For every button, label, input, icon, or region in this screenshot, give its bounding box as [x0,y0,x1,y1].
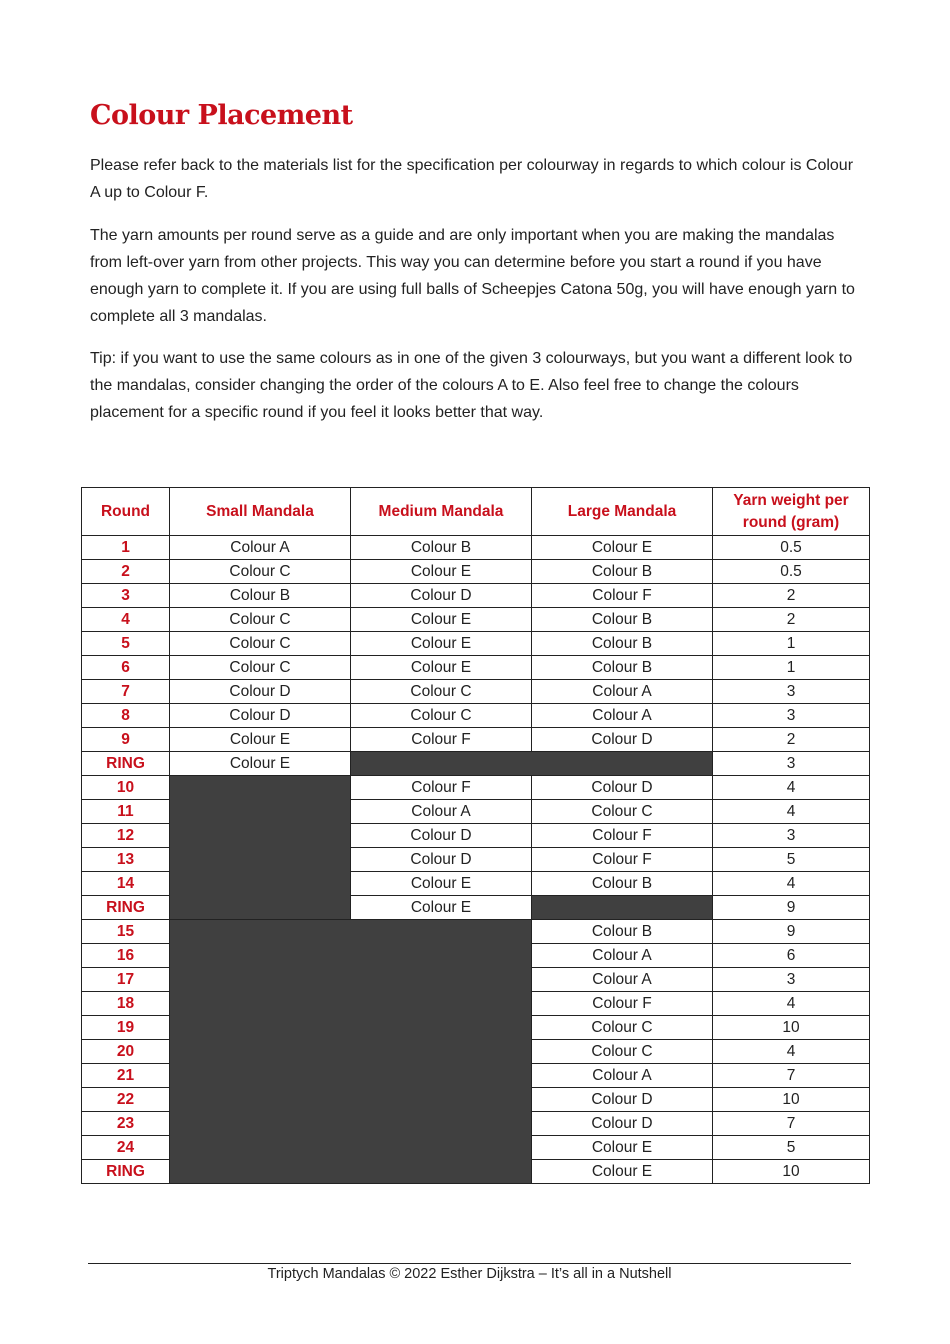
cell-yarn-weight: 5 [713,1136,870,1160]
cell-large: Colour B [532,920,713,944]
cell-small: Colour B [170,584,351,608]
cell-round: 21 [82,1064,170,1088]
cell-round: 15 [82,920,170,944]
cell-medium: Colour F [351,728,532,752]
cell-large: Colour B [532,656,713,680]
cell-medium: Colour B [351,536,532,560]
cell-large: Colour C [532,1040,713,1064]
colour-placement-table [81,487,870,1184]
cell-large: Colour A [532,704,713,728]
cell-yarn-weight: 3 [713,680,870,704]
cell-round: 22 [82,1088,170,1112]
cell-large: Colour A [532,968,713,992]
cell-medium: Colour A [351,800,532,824]
table-row [82,704,870,728]
header-small-mandala: Small Mandala [170,488,351,536]
cell-large: Colour D [532,776,713,800]
table-body [82,536,870,1184]
cell-large: Colour F [532,992,713,1016]
cell-round: 19 [82,1016,170,1040]
cell-round: RING [82,896,170,920]
cell-round: RING [82,1160,170,1184]
table-row [82,920,870,944]
cell-large: Colour D [532,728,713,752]
cell-large: Colour E [532,536,713,560]
cell-round: 5 [82,632,170,656]
table-row [82,560,870,584]
cell-yarn-weight: 4 [713,776,870,800]
cell-yarn-weight: 1 [713,656,870,680]
cell-large: Colour F [532,584,713,608]
cell-yarn-weight: 4 [713,872,870,896]
cell-round: 13 [82,848,170,872]
cell-large: Colour C [532,800,713,824]
cell-yarn-weight: 4 [713,992,870,1016]
cell-round: 20 [82,1040,170,1064]
cell-yarn-weight: 7 [713,1064,870,1088]
cell-round: 4 [82,608,170,632]
footer-divider [88,1263,851,1264]
table-row [82,608,870,632]
cell-large: Colour A [532,944,713,968]
cell-round: 2 [82,560,170,584]
cell-small: Colour C [170,560,351,584]
table-row [82,632,870,656]
cell-round: 24 [82,1136,170,1160]
cell-yarn-weight: 0.5 [713,560,870,584]
unused-cell [351,752,713,776]
cell-medium: Colour E [351,656,532,680]
cell-small: Colour E [170,728,351,752]
cell-round: 1 [82,536,170,560]
table-row [82,752,870,776]
cell-yarn-weight: 3 [713,704,870,728]
cell-round: 6 [82,656,170,680]
cell-yarn-weight: 4 [713,800,870,824]
cell-medium: Colour D [351,824,532,848]
header-medium-mandala: Medium Mandala [351,488,532,536]
cell-small: Colour C [170,632,351,656]
cell-small: Colour D [170,680,351,704]
cell-large: Colour B [532,608,713,632]
table-row [82,656,870,680]
cell-medium: Colour E [351,896,532,920]
cell-round: 12 [82,824,170,848]
cell-round: 9 [82,728,170,752]
cell-yarn-weight: 9 [713,896,870,920]
cell-round: 3 [82,584,170,608]
cell-medium: Colour C [351,680,532,704]
cell-large: Colour C [532,1016,713,1040]
cell-small: Colour A [170,536,351,560]
intro-paragraph: Please refer back to the materials list for the specification per colourway in regards to which colour is Colour A up to Colour F. [90,157,854,201]
cell-yarn-weight: 1 [713,632,870,656]
cell-round: 7 [82,680,170,704]
cell-medium: Colour F [351,776,532,800]
cell-large: Colour F [532,848,713,872]
cell-large: Colour A [532,680,713,704]
cell-round: 8 [82,704,170,728]
cell-yarn-weight: 9 [713,920,870,944]
unused-cell [170,776,351,920]
cell-small: Colour C [170,608,351,632]
cell-large: Colour B [532,632,713,656]
cell-large: Colour B [532,872,713,896]
cell-yarn-weight: 2 [713,608,870,632]
cell-round: 16 [82,944,170,968]
cell-large: Colour A [532,1064,713,1088]
cell-medium: Colour E [351,608,532,632]
cell-medium: Colour E [351,872,532,896]
table-row [82,584,870,608]
header-large-mandala: Large Mandala [532,488,713,536]
cell-yarn-weight: 10 [713,1160,870,1184]
table-row [82,728,870,752]
cell-yarn-weight: 2 [713,728,870,752]
cell-yarn-weight: 6 [713,944,870,968]
cell-large: Colour E [532,1136,713,1160]
cell-large: Colour D [532,1088,713,1112]
cell-small: Colour E [170,752,351,776]
cell-round: RING [82,752,170,776]
cell-yarn-weight: 3 [713,824,870,848]
cell-large: Colour F [532,824,713,848]
cell-round: 11 [82,800,170,824]
yarn-amounts-paragraph: The yarn amounts per round serve as a guide and are only important when you are making the mandalas from left-over yarn from other projects. This way you can determine before you start a round if you have enough yarn to complete it. If you are using full balls of Scheepjes Catona 50g, you will have enough yarn to complete all 3 mandalas. [90,227,855,325]
header-yarn-weight: Yarn weight per round (gram) [713,488,870,536]
cell-medium: Colour E [351,560,532,584]
cell-yarn-weight: 3 [713,752,870,776]
cell-large: Colour D [532,1112,713,1136]
table-header-row [82,488,870,536]
cell-small: Colour C [170,656,351,680]
unused-cell [532,896,713,920]
table-row [82,536,870,560]
header-round: Round [82,488,170,536]
cell-large: Colour E [532,1160,713,1184]
cell-yarn-weight: 2 [713,584,870,608]
cell-medium: Colour D [351,848,532,872]
cell-yarn-weight: 7 [713,1112,870,1136]
table-row [82,680,870,704]
cell-yarn-weight: 4 [713,1040,870,1064]
cell-yarn-weight: 3 [713,968,870,992]
cell-yarn-weight: 0.5 [713,536,870,560]
cell-medium: Colour E [351,632,532,656]
cell-small: Colour D [170,704,351,728]
cell-round: 17 [82,968,170,992]
cell-yarn-weight: 10 [713,1088,870,1112]
page-title: Colour Placement [90,100,353,131]
table-row [82,776,870,800]
cell-yarn-weight: 5 [713,848,870,872]
cell-yarn-weight: 10 [713,1016,870,1040]
cell-medium: Colour D [351,584,532,608]
unused-cell [170,920,532,1184]
cell-round: 18 [82,992,170,1016]
page-footer: Triptych Mandalas © 2022 Esther Dijkstra – It’s all in a Nutshell [267,1266,672,1282]
cell-round: 14 [82,872,170,896]
cell-round: 10 [82,776,170,800]
tip-paragraph: Tip: if you want to use the same colours as in one of the given 3 colourways, but you want a different look to the mandalas, consider changing the order of the colours A to E. Also feel free to change the colours placement for a specific round if you feel it looks better that way. [90,350,853,421]
cell-round: 23 [82,1112,170,1136]
cell-medium: Colour C [351,704,532,728]
cell-large: Colour B [532,560,713,584]
